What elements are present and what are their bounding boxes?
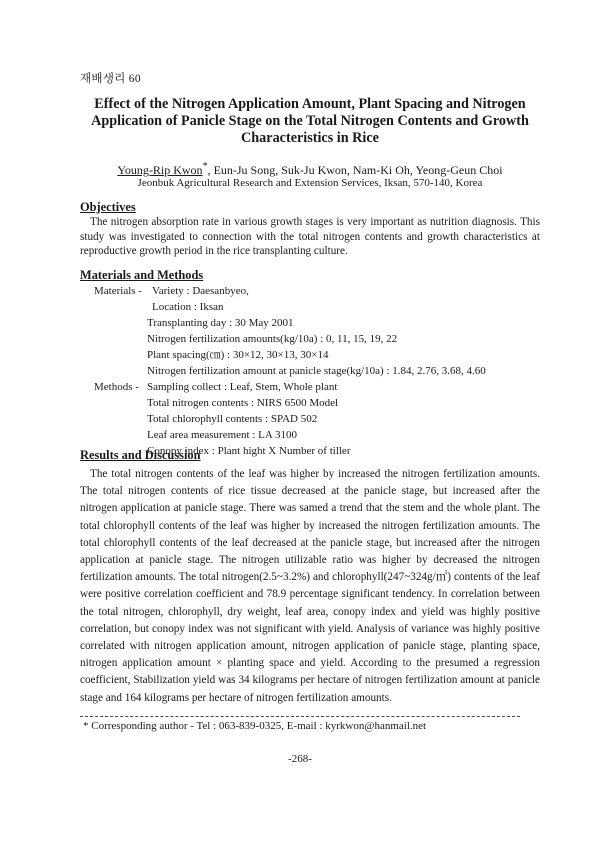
location-line: Location : Iksan [152,301,224,313]
objectives-text: The nitrogen absorption rate in various growth stages is very important as nutrition diagnosis. This study was investigated to connection with the total nitrogen contents and growth characteristics at reproductive growth period in the rice transplanting culture. [80,216,540,258]
chlorophyll-line: Total chlorophyll contents : SPAD 502 [147,413,318,425]
transplanting-line: Transplanting day : 30 May 2001 [147,317,294,329]
author-line [70,161,550,178]
conopy-line: Conopy index : Plant hight X Number of tiller [147,445,351,457]
page-number: -268- [288,753,312,765]
co-authors: , Eun-Ju Song, Suk-Ju Kwon, Nam-Ki Oh, Yeong-Geun Choi [207,163,503,177]
paper-title: Effect of the Nitrogen Application Amount, Plant Spacing and Nitrogen Application of Panicle Stage on the Total Nitrogen Contents and Growth Characteristics in Rice [91,96,529,146]
n-panicle-line: Nitrogen fertilization amount at panicle stage(kg/10a) : 1.84, 2.76, 3.68, 4.60 [147,365,486,377]
n-fertilization-line: Nitrogen fertilization amounts(kg/10a) : 0, 11, 15, 19, 22 [147,333,398,345]
results-text: The total nitrogen contents of the leaf was higher by increased the nitrogen fertilization amounts. The total nitrogen contents of rice tissue decreased at the panicle stage, but increased after the nitrogen application at panicle stage. There was samed a trend that the stem and the whole plant. The total chlorophyll contents of the leaf was higher by increased the nitrogen fertilization amounts. The total chlorophyll contents of the leaf decreased at the panicle stage, but increased after the nitrogen application at panicle stage. The nitrogen utilizable ratio was higher by decreased the nitrogen fertilization amounts. The total nitrogen(2.5~3.2%) and chlorophyll(247~324g/㎡) contents of the leaf were positive correlation coefficient and 78.9 percentage significant tendency. In correlation between the total nitrogen, chlorophyll, dry weight, leaf area, conopy index and yield was highly positive correlation, but conopy index was not significant with yield. Analysis of variance was highly positive correlated with nitrogen application amount, nitrogen application of panicle stage, planting space, nitrogen application amount × planting space and yield. According to the presumed a regression coefficient, Stabilization yield was 34 kilograms per hectare of nitrogen fertilization amount at panicle stage and 164 kilograms per hectare of nitrogen fertilization amounts. [80,468,540,704]
leaf-area-line: Leaf area measurement : LA 3100 [147,429,297,441]
methods-label: Methods - [94,381,139,393]
first-author: Young-Rip Kwon [117,163,203,177]
materials-label: Materials - [94,285,142,297]
total-n-line: Total nitrogen contents : NIRS 6500 Model [147,397,339,409]
variety-line: Variety : Daesanbyeo, [152,285,249,297]
results-heading: Results and Discussion [80,448,201,462]
sampling-line: Sampling collect : Leaf, Stem, Whole plant [147,381,338,393]
objectives-heading: Objectives [80,200,136,214]
spacing-line: Plant spacing(㎝) : 30×12, 30×13, 30×14 [147,349,329,361]
footnote-divider [80,716,520,717]
footnote: * Corresponding author - Tel : 063-839-0325, E-mail : kyrkwon@hanmail.net [83,720,427,732]
corresponding-mark: * [202,161,208,172]
methods-heading: Materials and Methods [80,268,204,282]
section-tag: 재배생리 60 [80,73,141,85]
affiliation: Jeonbuk Agricultural Research and Extension Services, Iksan, 570-140, Korea [137,177,483,189]
